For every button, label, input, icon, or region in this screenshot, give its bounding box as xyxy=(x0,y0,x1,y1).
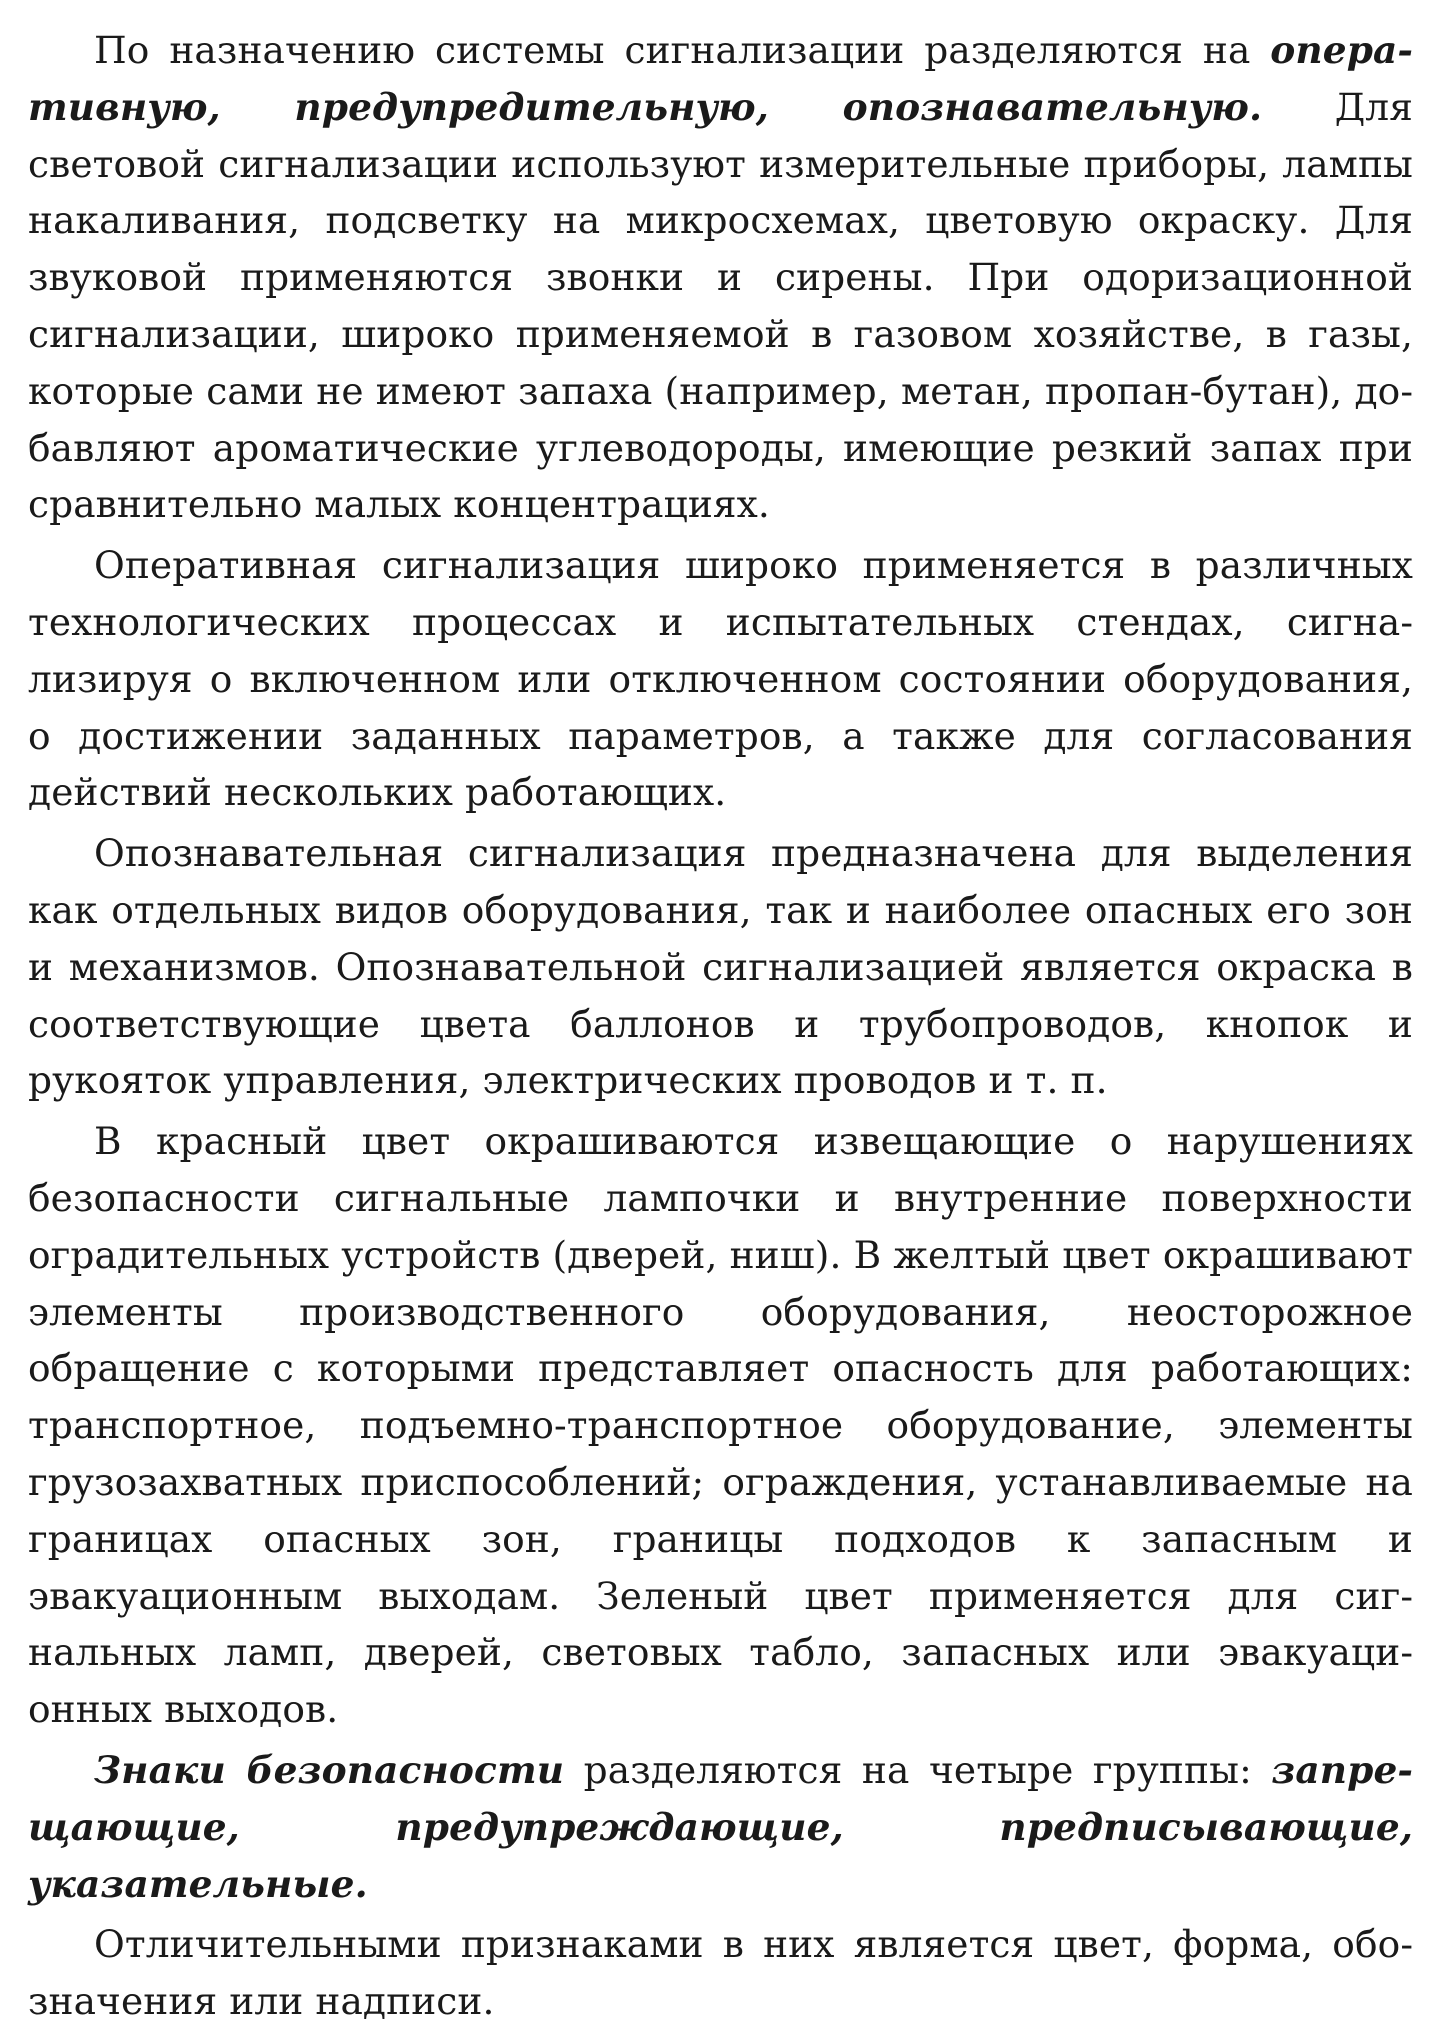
paragraph-safety-colors xyxy=(28,1113,1413,1738)
paragraph-operative-signaling xyxy=(28,537,1413,821)
document-page xyxy=(28,22,1413,2034)
text-segment: Опознавательная сигнализация предназначена для выделения как отдельных видов оборудования, так и наиболее опасных его зон и механизмов. Опознавательной сигнализацией является окраска в соответствующие цвета баллонов и трубопроводов, кнопок и рукояток управления, электрических проводов и т. п. xyxy=(28,831,1413,1103)
text-segment: Для световой сигнализации используют измерительные приборы, лампы накаливания, подсветку на микросхемах, цветовую окраску. Для звуковой применяются звонки и сирены. При одоризационной сигнализации, широко применяемой в газовом хозяйстве, в газы, которые сами не имеют запаха (например, метан, пропан-бутан), добавляют ароматические углеводороды, имеющие резкий запах при сравнительно малых концентрациях. xyxy=(28,84,1413,527)
paragraph-identification-signaling xyxy=(28,825,1413,1109)
paragraph-safety-signs xyxy=(28,1742,1413,1912)
text-segment: По назначению системы сигнализации разделяются на xyxy=(94,28,1271,72)
paragraph-signal-systems xyxy=(28,22,1413,533)
emphasis-safety-signs: Знаки безопасности xyxy=(94,1747,565,1792)
text-segment: В красный цвет окрашиваются извещающие о нарушениях безопасности сигнальные лампочки и внутренние поверхности оградительных устройств (дверей, ниш). В желтый цвет окрашивают элементы производственного оборудования, неосторожное обращение с которыми представляет опасность для работающих: транспортное, подъемно-транспортное оборудование, элементы грузозахватных приспособлений; ограждения, устанавливаемые на границах опасных зон, границы подходов к запасным и эвакуационным выходам. Зеленый цвет применяется для сигнальных ламп, дверей, световых табло, запасных или эвакуационных выходов. xyxy=(28,1119,1413,1732)
text-segment: Отличительными признаками в них является цвет, форма, обозначения или надписи. xyxy=(28,1922,1413,2024)
text-segment: Оперативная сигнализация широко применяется в различных технологических процессах и испытательных стендах, сигнализируя о включенном или отключенном состоянии оборудования, о достижении заданных параметров, а также для согласования действий нескольких работающих. xyxy=(28,543,1413,815)
text-segment: разделяются на четыре группы: xyxy=(564,1747,1272,1792)
emphasis-sign-groups: запрещающие, предупреждающие, предписывающие, указательные. xyxy=(28,1747,1413,1906)
paragraph-distinguishing-features xyxy=(28,1916,1413,2030)
emphasis-signal-types: оперативную, предупредительную, опознавательную. xyxy=(28,28,1413,129)
